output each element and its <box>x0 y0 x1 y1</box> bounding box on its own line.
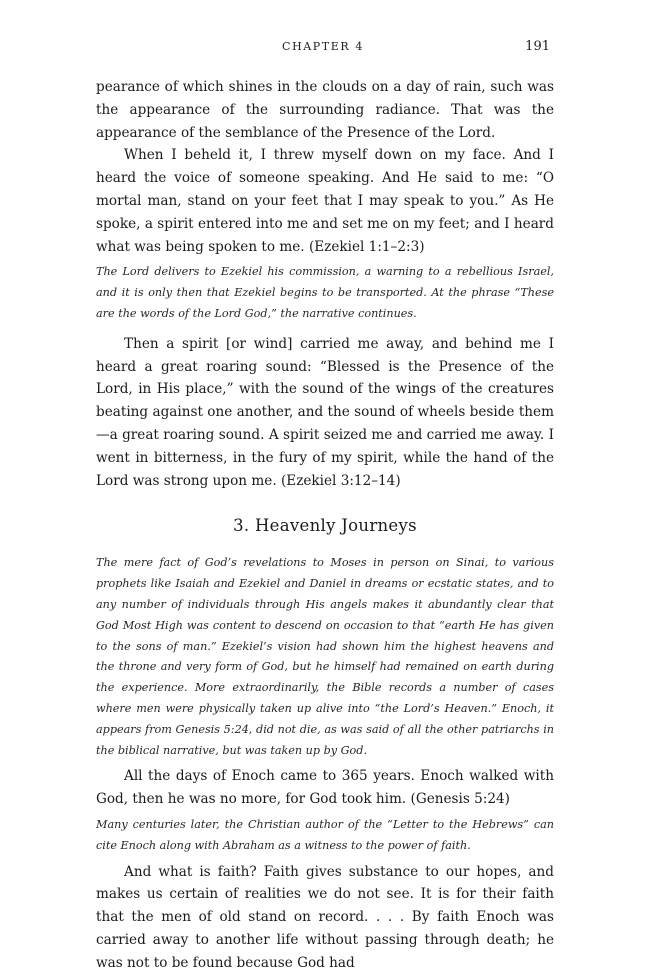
page-number: 191 <box>525 39 550 54</box>
section-heading: 3. Heavenly Journeys <box>233 516 417 536</box>
running-head <box>96 40 550 60</box>
paragraph: Then a spirit [or wind] carried me away, and behind me I heard a great roaring sound: “Blessed is the Presence of the Lord, in His place,” with the sound of the wings of the creatures beating against one another, and the sound of wheels beside them—a great roaring sound. A spirit seized me and carried me away. I went in bitterness, in the fury of my spirit, while the hand of the Lord was strong upon me. (Ezekiel 3:12–14) <box>96 335 554 489</box>
paragraph: pearance of which shines in the clouds on a day of rain, such was the appearance of the surrounding radiance. That was the appearance of the semblance of the Presence of the Lord. <box>96 79 554 141</box>
commentary-paragraph: The Lord delivers to Ezekiel his commission, a warning to a rebellious Israel, and it is only then that Ezekiel begins to be transported. At the phrase “These are the words of the Lord God,” the narrative continues. <box>96 265 554 320</box>
body-text <box>96 76 554 974</box>
paragraph: And what is faith? Faith gives substance to our hopes, and makes us certain of realities we do not see. It is for their faith that the men of old stand on record. . . . By faith Enoch was carried away to another life without passing through death; he was not to be found because God had <box>96 863 554 971</box>
commentary-paragraph: Many centuries later, the Christian author of the “Letter to the Hebrews” can cite Enoch along with Abraham as a witness to the power of faith. <box>96 817 554 852</box>
paragraph: All the days of Enoch came to 365 years. Enoch walked with God, then he was no more, for God took him. (Genesis 5:24) <box>96 768 554 808</box>
paragraph: When I beheld it, I threw myself down on my face. And I heard the voice of someone speaking. And He said to me: “O mortal man, stand on your feet that I may speak to you.” As He spoke, a spirit entered into me and set me on my feet; and I heard what was being spoken to me. (Ezekiel 1:1–2:3) <box>96 147 554 255</box>
commentary-paragraph: The mere fact of God’s revelations to Moses in person on Sinai, to various prophets like Isaiah and Ezekiel and Daniel in dreams or ecstatic states, and to any number of individuals through His angels makes it abundantly clear that God Most High was content to descend on occasion to that “earth He has given to the sons of man.” Ezekiel’s vision had shown him the highest heavens and the throne and very form of God, but he himself had remained on earth during the experience. More extraordinarily, the Bible records a number of cases where men were physically taken up alive into “the Lord’s Heaven.” Enoch, it appears from Genesis 5:24, did not die, as was said of all the other patriarchs in the biblical narrative, but was taken up by God. <box>96 556 554 757</box>
chapter-heading: CHAPTER 4 <box>282 40 364 53</box>
